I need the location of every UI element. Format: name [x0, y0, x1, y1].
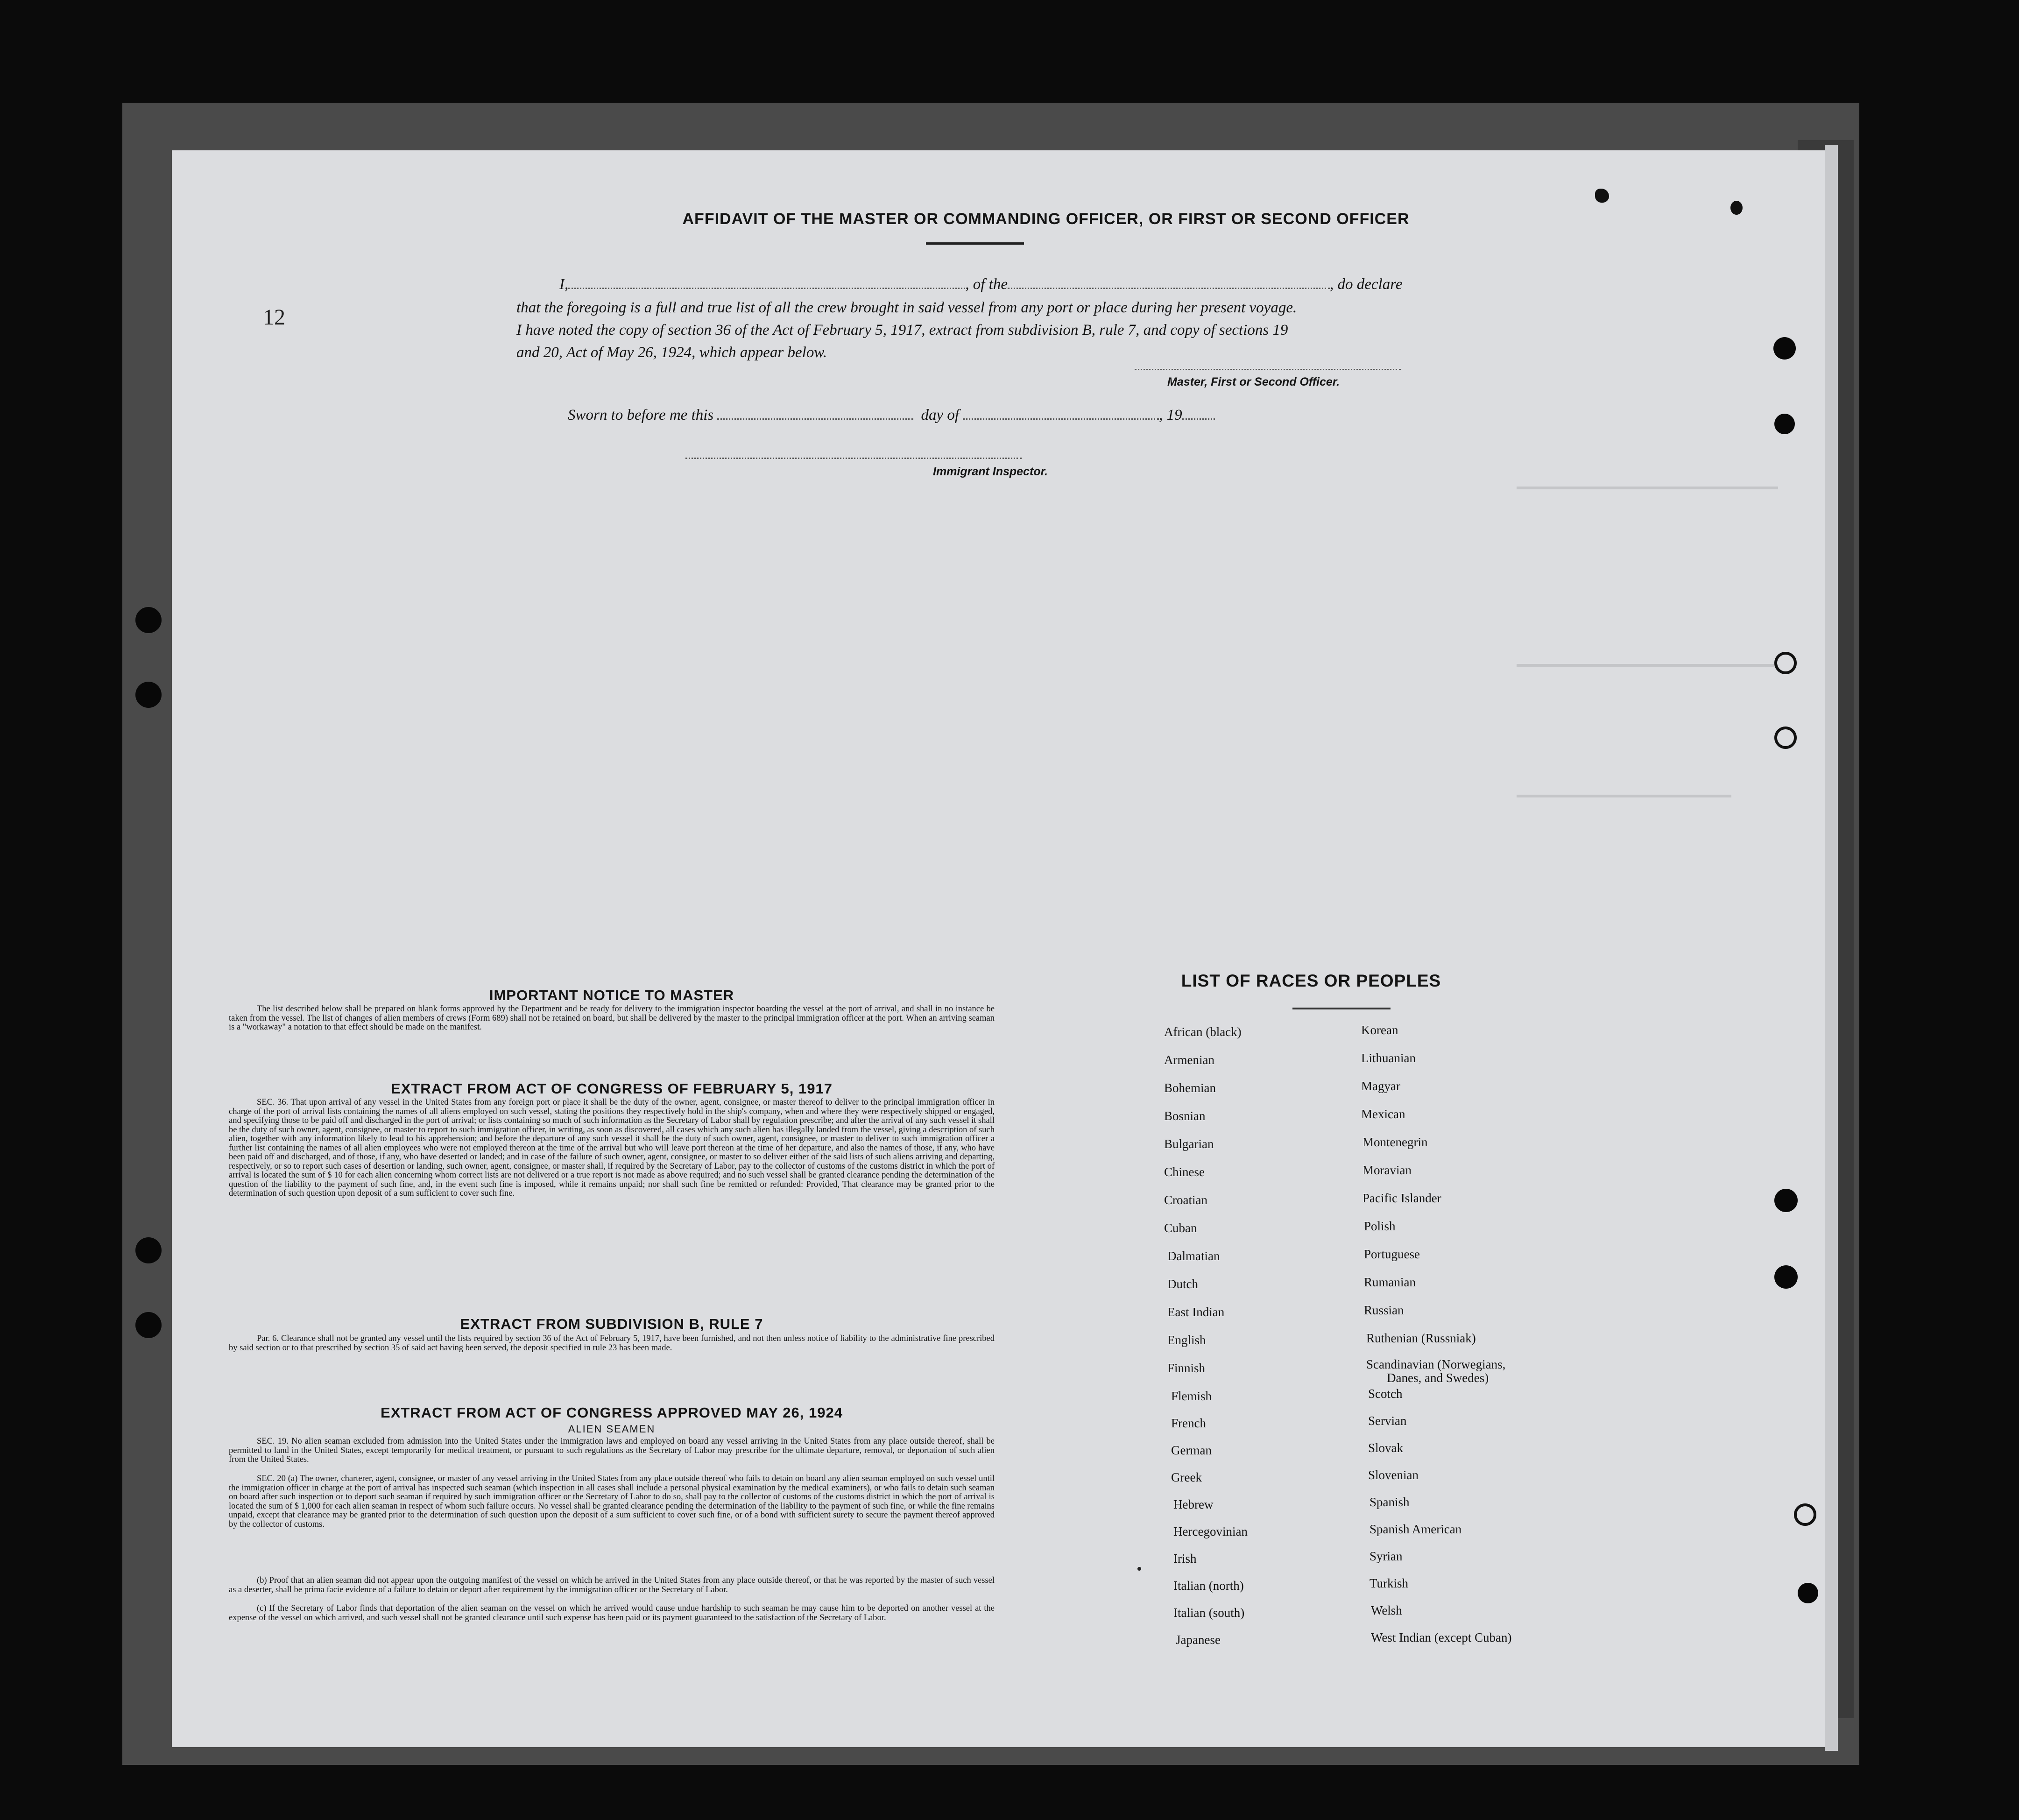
affidavit-line-3: I have noted the copy of section 36 of the Act of February 5, 1917, extract from subdivision B, rule 7, and copy of sections 19 — [516, 322, 1288, 339]
race-right-18: Slovenian — [1368, 1468, 1419, 1482]
extract-1924-sec20c: (c) If the Secretary of Labor finds that deportation of the alien seaman on the vessel on which he arrived would cause undue hardship to such seaman he may cause him to be deported on another vessel at the expense of the vessel on which arrived, and such vessel shall not be granted clearance until such expense has been paid or its payment guaranteed to the satisfaction of the Secretary of Labor. — [229, 1604, 995, 1622]
race-right-16: Servian — [1368, 1414, 1407, 1428]
notice-body: The list described below shall be prepared on blank forms approved by the Department and be ready for delivery to the immigration inspector boarding the vessel at the port of arrival, and shall in no instance be taken from the vessel. The list of changes of alien members of crews (Form 689) shall not be retained on board, but shall be delivered by the master to the principal immigration officer at the port. When an arriving seaman is a "workaway" a notation to that effect should be made on the manifest. — [229, 1004, 995, 1032]
extract-1917-title: EXTRACT FROM ACT OF CONGRESS OF FEBRUARY 5, 1917 — [391, 1080, 833, 1097]
race-left-7: Croatian — [1164, 1193, 1207, 1207]
race-right-2: Lithuanian — [1361, 1051, 1416, 1065]
race-left-6: Chinese — [1164, 1165, 1205, 1179]
binder-hole-left-2 — [135, 682, 162, 708]
binder-hole-left-4 — [135, 1312, 162, 1338]
race-right-4: Mexican — [1361, 1107, 1405, 1121]
title-rule — [926, 242, 1024, 245]
extract-rule7-title: EXTRACT FROM SUBDIVISION B, RULE 7 — [460, 1316, 763, 1332]
affidavit-line-1 — [559, 273, 1610, 296]
vessel-blank — [1008, 274, 1330, 289]
race-left-11: East Indian — [1167, 1305, 1225, 1319]
bleed-through-3 — [1517, 795, 1731, 797]
race-left-5: Bulgarian — [1164, 1137, 1214, 1151]
race-right-14: Danes, and Swedes) — [1387, 1371, 1489, 1385]
binder-hole-left-3 — [135, 1237, 162, 1263]
extract-1924-sec19: SEC. 19. No alien seaman excluded from admission into the United States under the immigration laws and employed on board any vessel arriving in the United States from any place outside thereof, shall be permitted to land in the United States, except temporarily for medical treatment, or pursuant to such regulations as the Secretary of Labor may prescribe for the ultimate departure, removal, or deportation of such alien from the United States. — [229, 1437, 995, 1464]
race-right-3: Magyar — [1361, 1079, 1400, 1093]
affidavit-i: I, — [559, 276, 569, 293]
binder-hole-right-4 — [1774, 1265, 1798, 1289]
race-left-8: Cuban — [1164, 1221, 1197, 1235]
race-left-17: Greek — [1171, 1470, 1202, 1484]
race-left-2: Armenian — [1164, 1053, 1214, 1067]
sworn-prefix: Sworn to before me this — [568, 407, 714, 423]
speck-1 — [1595, 189, 1609, 203]
sworn-year-blank — [1182, 404, 1215, 420]
extract-rule7-body: Par. 6. Clearance shall not be granted any vessel until the lists required by section 36 of the Act of February 5, 1917, have been furnished, and not then unless notice of liability to the administrative fine prescribed by said section or to that prescribed by section 35 of said act having been served, the deposit specified in rule 23 has been made. — [229, 1334, 995, 1353]
race-left-16: German — [1171, 1443, 1212, 1457]
race-left-1: African (black) — [1164, 1025, 1242, 1039]
extract-1924-sec20b: (b) Proof that an alien seaman did not appear upon the outgoing manifest of the vessel on which he arrived in the United States from any place outside thereof, or that he was reported by the master of such vessel as a deserter, shall be prima facie evidence of a failure to detain or deport after requirement by the immigration officer or the Secretary of Labor. — [229, 1576, 995, 1594]
inspector-signature-line — [685, 458, 1022, 459]
race-right-8: Polish — [1364, 1219, 1396, 1233]
master-signature-caption: Master, First or Second Officer. — [1167, 375, 1340, 388]
extract-1924-sec20a: SEC. 20 (a) The owner, charterer, agent, consignee, or master of any vessel arriving in the United States from any place outside thereof who fails to detain on board any alien seaman employed on such vessel until the immigration officer in charge at the port of arrival has inspected such seaman (which inspection in all cases shall include a personal physical examination by the medical examiners), or who fails to detain such seaman on board after such inspection or to deport such seaman if required by such immigration officer or the Secretary of Labor to do so, shall pay to the collector of customs of the customs district in which the port of arrival is located the sum of $ 1,000 for each alien seaman in respect of whom such failure occurs. No vessel shall be granted clearance pending the determination of the liability to the payment of such fine, or while the fine remains unpaid, except that clearance may be granted prior to the determination of such question upon the deposit of a sum sufficient to cover such fine, or of a bond with sufficient surety to secure the payment thereof approved by the collector of customs. — [229, 1474, 995, 1529]
race-left-12: English — [1167, 1333, 1206, 1347]
affidavit-line-2: that the foregoing is a full and true list of all the crew brought in said vessel from any port or place during her present voyage. — [516, 299, 1297, 316]
race-right-21: Syrian — [1370, 1549, 1403, 1563]
name-blank — [568, 274, 965, 289]
race-right-20: Spanish American — [1370, 1522, 1462, 1536]
race-left-10: Dutch — [1167, 1277, 1198, 1291]
bleed-through-1 — [1517, 487, 1778, 489]
race-left-4: Bosnian — [1164, 1109, 1206, 1123]
races-rule — [1292, 1008, 1391, 1009]
race-right-22: Turkish — [1370, 1576, 1409, 1590]
sheet-edge — [1825, 145, 1838, 1751]
race-right-1: Korean — [1361, 1023, 1398, 1037]
master-signature-line — [1135, 369, 1401, 370]
race-left-9: Dalmatian — [1167, 1249, 1220, 1263]
race-left-20: Irish — [1173, 1552, 1197, 1566]
race-right-17: Slovak — [1368, 1441, 1404, 1455]
alien-seamen-subtitle: ALIEN SEAMEN — [568, 1423, 656, 1435]
race-right-24: West Indian (except Cuban) — [1371, 1630, 1512, 1644]
race-left-22: Italian (south) — [1173, 1606, 1245, 1620]
binder-ring-right-3 — [1794, 1503, 1816, 1526]
binder-hole-left-1 — [135, 607, 162, 633]
race-right-23: Welsh — [1371, 1603, 1402, 1617]
inspector-caption: Immigrant Inspector. — [933, 465, 1048, 478]
speck-3 — [1137, 1567, 1141, 1571]
binder-ring-right-1 — [1774, 652, 1797, 674]
race-right-9: Portuguese — [1364, 1247, 1420, 1261]
extract-1917-body: SEC. 36. That upon arrival of any vessel in the United States from any foreign port or place it shall be the duty of the owner, agent, consignee, or master thereof to deliver to the principal immigration officer in charge of the port of arrival lists containing the names of all aliens employed on such vessel, stating the positions they respectively hold in the ship's company, when and where they were respectively shipped or engaged, and specifying those to be paid off and discharged in the port of arrival; or lists containing so much of such information as the Secretary of Labor shall by regulation prescribe; and after the arrival of any such vessel it shall be the duty of such owner, agent, consignee, or master to report to such immigration officer, in writing, as soon as discovered, all cases which any such alien has illegally landed from the vessel, giving a description of such alien, together with any information likely to lead to his apprehension; and before the departure of any such vessel it shall be the duty of such owner, agent, consignee, or master to deliver to such immigration officer a further list containing the names of all alien employees who were not employed thereon at the time of the arrival but who will leave port thereon at the time of her departure, and also the names of those, if any, who have been paid off and discharged, and of those, if any, who have deserted or landed; and in case of the failure of such owner, agent, consignee, or master to so deliver either of the said lists of such aliens arriving and departing, respectively, or so to report such cases of desertion or landing, such owner, agent, consignee, or master shall, if required by the Secretary of Labor, pay to the collector of customs of the customs district in which the port of arrival is located the sum of $ 10 for each alien concerning whom correct lists are not delivered or a true report is not made as above required; and no such vessel shall be granted clearance pending the determination of the question of the liability to the payment of such fine, and, in the event such fine is imposed, while it remains unpaid; nor shall such fine be remitted or refunded: Provided, That clearance may be granted prior to the determination of such question upon deposit of a sum sufficient to cover such fine. — [229, 1098, 995, 1198]
extract-1924-title: EXTRACT FROM ACT OF CONGRESS APPROVED MAY 26, 1924 — [381, 1404, 843, 1421]
race-left-13: Finnish — [1167, 1361, 1206, 1375]
race-left-14: Flemish — [1171, 1389, 1212, 1403]
race-right-7: Pacific Islander — [1362, 1191, 1441, 1205]
sworn-year: , 19 — [1159, 407, 1182, 423]
affidavit-title: AFFIDAVIT OF THE MASTER OR COMMANDING OFFICER, OR FIRST OR SECOND OFFICER — [682, 210, 1410, 228]
race-right-6: Moravian — [1362, 1163, 1412, 1177]
race-right-13: Scandinavian (Norwegians, — [1366, 1357, 1506, 1371]
notice-title: IMPORTANT NOTICE TO MASTER — [489, 987, 734, 1003]
race-right-10: Rumanian — [1364, 1275, 1416, 1289]
race-left-23: Japanese — [1176, 1633, 1221, 1647]
bleed-through-2 — [1517, 664, 1778, 667]
race-left-19: Hercegovinian — [1173, 1524, 1248, 1538]
races-title: LIST OF RACES OR PEOPLES — [1181, 971, 1441, 990]
race-right-5: Montenegrin — [1362, 1135, 1428, 1149]
affidavit-line-4: and 20, Act of May 26, 1924, which appear below. — [516, 344, 827, 361]
race-right-19: Spanish — [1370, 1495, 1410, 1509]
margin-mark: 12 — [263, 305, 285, 330]
binder-hole-right-5 — [1798, 1583, 1818, 1603]
race-right-11: Russian — [1364, 1303, 1404, 1317]
affidavit-of-the: , of the — [965, 276, 1008, 293]
race-left-15: French — [1171, 1416, 1206, 1430]
race-right-12: Ruthenian (Russniak) — [1366, 1331, 1476, 1345]
sworn-line — [568, 403, 1408, 427]
race-left-21: Italian (north) — [1173, 1579, 1244, 1593]
binder-ring-right-2 — [1774, 727, 1797, 749]
binder-hole-right-3 — [1774, 1189, 1798, 1212]
speck-2 — [1730, 201, 1743, 215]
binder-hole-right-1 — [1773, 337, 1796, 360]
race-left-18: Hebrew — [1173, 1497, 1214, 1511]
race-left-3: Bohemian — [1164, 1081, 1216, 1095]
sworn-date-blank — [717, 404, 913, 420]
affidavit-sheet — [172, 150, 1825, 1747]
race-right-15: Scotch — [1368, 1387, 1403, 1401]
binder-hole-right-2 — [1774, 414, 1795, 434]
affidavit-declare: , do declare — [1329, 276, 1403, 293]
sworn-day-of: day of — [921, 407, 960, 423]
sworn-month-blank — [963, 404, 1159, 420]
